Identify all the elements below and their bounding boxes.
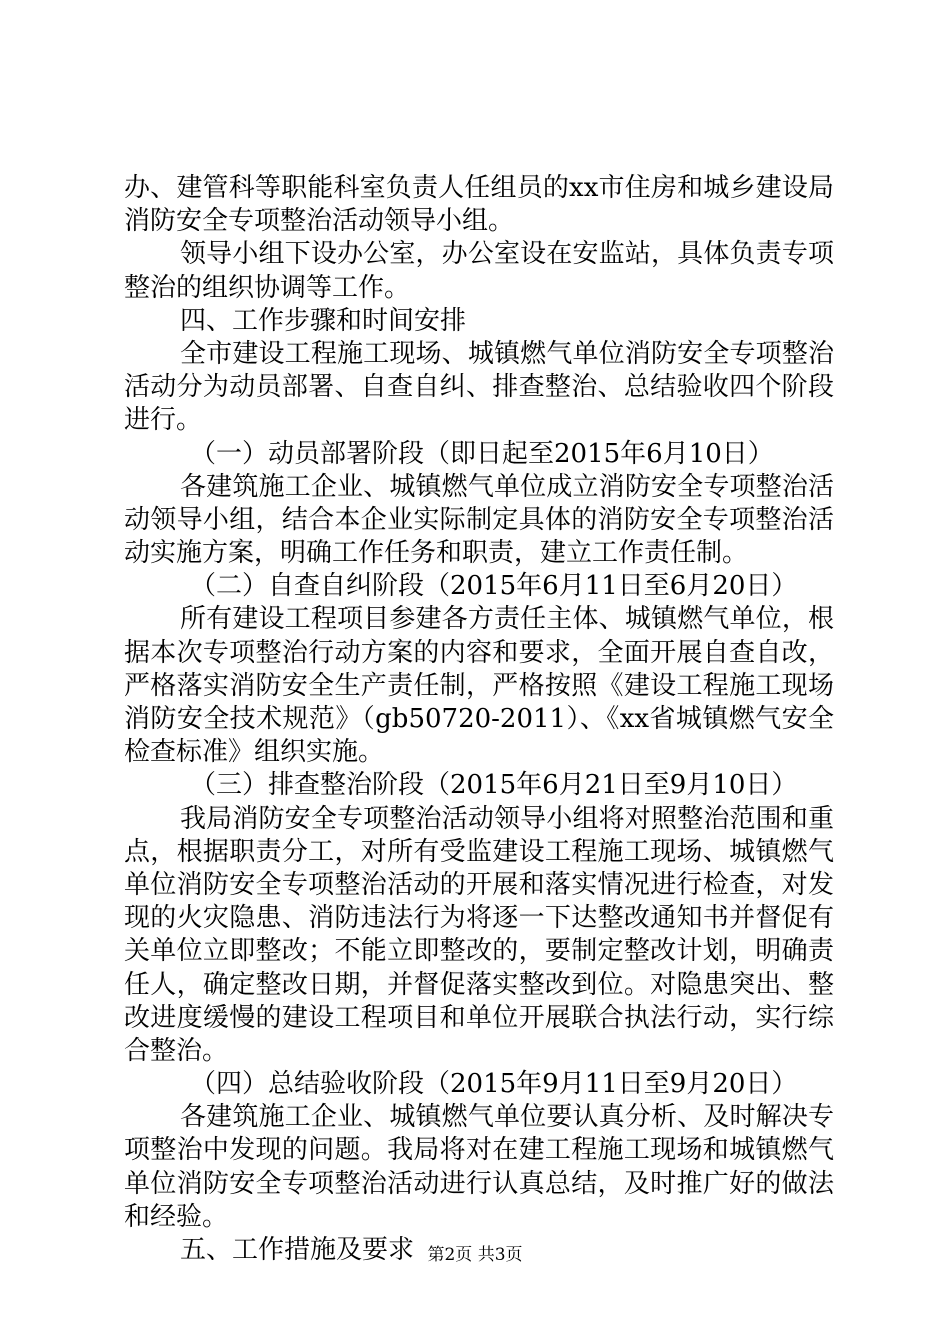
text-line: 进行。 bbox=[124, 405, 203, 436]
paragraph-start: 各建筑施工企业、城镇燃气单位要认真分析、及时解决专 bbox=[180, 1102, 834, 1133]
text-line: 消防安全专项整治活动领导小组。 bbox=[124, 206, 515, 237]
text-line: 整治的组织协调等工作。 bbox=[124, 272, 411, 303]
text-line: 单位消防安全专项整治活动进行认真总结，及时推广好的做法 bbox=[124, 1168, 834, 1199]
subsection-heading: （四）总结验收阶段（2015年9月11日至9月20日） bbox=[190, 1069, 798, 1100]
text-line: 单位消防安全专项整治活动的开展和落实情况进行检查，对发 bbox=[124, 869, 834, 900]
subsection-heading: （三）排查整治阶段（2015年6月21日至9月10日） bbox=[190, 770, 798, 801]
document-body bbox=[124, 172, 834, 1267]
section-heading: 四、工作步骤和时间安排 bbox=[180, 305, 467, 336]
subsection-heading: （一）动员部署阶段（即日起至2015年6月10日） bbox=[190, 438, 774, 469]
subsection-heading: （二）自查自纠阶段（2015年6月11日至6月20日） bbox=[190, 571, 798, 602]
text-line: 消防安全技术规范》（gb50720-2011）、《xx省城镇燃气安全 bbox=[124, 704, 834, 734]
paragraph-start: 全市建设工程施工现场、城镇燃气单位消防安全专项整治 bbox=[180, 338, 834, 369]
text-line: 改进度缓慢的建设工程项目和单位开展联合执法行动，实行综 bbox=[124, 1002, 834, 1033]
paragraph-start: 各建筑施工企业、城镇燃气单位成立消防安全专项整治活 bbox=[180, 471, 834, 502]
text-line: 现的火灾隐患、消防违法行为将逐一下达整改通知书并督促有 bbox=[124, 903, 834, 934]
paragraph-start: 我局消防安全专项整治活动领导小组将对照整治范围和重 bbox=[180, 803, 834, 834]
text-line: 据本次专项整治行动方案的内容和要求，全面开展自查自改， bbox=[124, 637, 834, 668]
text-line: 严格落实消防安全生产责任制，严格按照《建设工程施工现场 bbox=[124, 670, 834, 701]
paragraph-start: 所有建设工程项目参建各方责任主体、城镇燃气单位，根 bbox=[180, 604, 834, 635]
text-line: 任人，确定整改日期，并督促落实整改到位。对隐患突出、整 bbox=[124, 969, 834, 1000]
text-line: 办、建管科等职能科室负责人任组员的xx市住房和城乡建设局 bbox=[124, 173, 834, 203]
text-line: 合整治。 bbox=[124, 1035, 229, 1066]
text-line: 动实施方案，明确工作任务和职责，建立工作责任制。 bbox=[124, 538, 749, 569]
text-line: 关单位立即整改；不能立即整改的，要制定整改计划，明确责 bbox=[124, 936, 834, 967]
text-line: 项整治中发现的问题。我局将对在建工程施工现场和城镇燃气 bbox=[124, 1135, 834, 1166]
page-number-footer: 第2页 共3页 bbox=[427, 1245, 523, 1265]
text-line: 检查标准》组织实施。 bbox=[124, 737, 385, 768]
section-heading: 五、工作措施及要求 bbox=[180, 1235, 415, 1265]
text-line: 活动分为动员部署、自查自纠、排查整治、总结验收四个阶段 bbox=[124, 372, 834, 403]
text-line: 和经验。 bbox=[124, 1201, 229, 1232]
text-line: 动领导小组，结合本企业实际制定具体的消防安全专项整治活 bbox=[124, 504, 834, 535]
paragraph-start: 领导小组下设办公室，办公室设在安监站，具体负责专项 bbox=[180, 239, 834, 270]
text-line: 点，根据职责分工，对所有受监建设工程施工现场、城镇燃气 bbox=[124, 836, 834, 867]
